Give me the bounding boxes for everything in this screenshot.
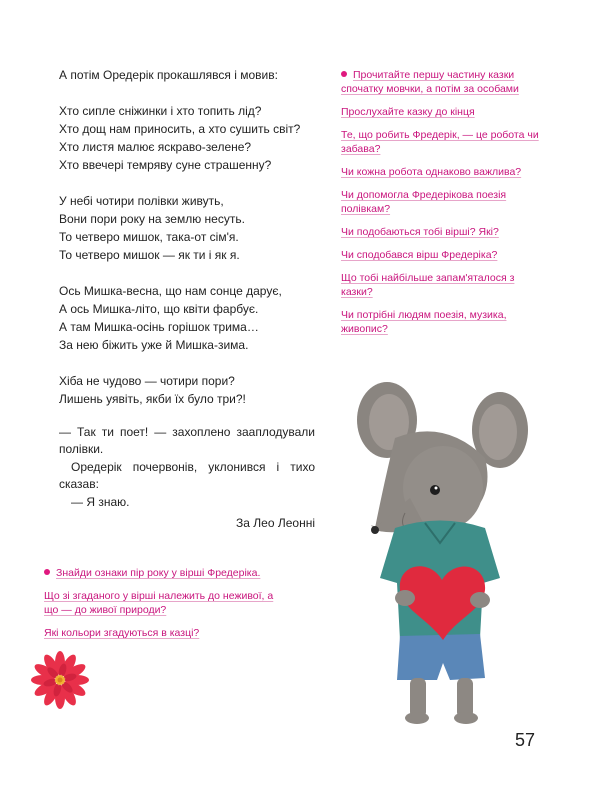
poem-stanza-1 <box>59 102 314 174</box>
question-item: Що тобі найбільше запам'яталося з казки? <box>341 272 515 298</box>
question-item: Чи допомогла Фредерікова поезія полівкам? <box>341 189 507 215</box>
poem-line: То четверо мишок — як ти і як я. <box>59 248 240 262</box>
poem-line: Хто дощ нам приносить, а хто сушить світ? <box>59 122 301 136</box>
poem-stanza-3 <box>59 282 314 354</box>
flower-icon <box>30 650 90 710</box>
poem-line: Ось Мишка-весна, що нам сонце дарує, <box>59 284 282 298</box>
prose-paragraph: — Так ти поет! — захоплено зааплодували полівки. <box>59 425 315 456</box>
question-item: Чи потрібні людям поезія, музика, живопис? <box>341 309 507 335</box>
poem-line: У небі чотири полівки живуть, <box>59 194 224 208</box>
prose-paragraph: Оредерік почервонів, уклонився і тихо сказав: <box>59 460 315 491</box>
story-ending <box>59 424 315 532</box>
author-credit: За Лео Леонні <box>236 516 315 530</box>
poem-line: Лишень уявіть, якби їх було три?! <box>59 392 246 406</box>
question-item: Які кольори згадуються в казці? <box>44 627 200 639</box>
poem-intro-line: А потім Оредерік прокашлявся і мовив: <box>59 68 278 82</box>
question-item <box>341 68 541 96</box>
questions-left <box>44 566 274 649</box>
poem-intro <box>59 66 314 84</box>
question-item: Чи кожна робота однаково важлива? <box>341 166 522 178</box>
question-item: Чи сподобався вірш Фредеріка? <box>341 249 498 261</box>
poem-line: Хто листя малює яскраво-зелене? <box>59 140 252 154</box>
question-text: Знайди ознаки пір року у вірші Фредеріка. <box>56 567 261 579</box>
page-number: 57 <box>515 730 536 750</box>
poem-line: Хто сипле сніжинки і хто топить лід? <box>59 104 262 118</box>
bullet-icon <box>44 569 50 575</box>
question-item: Прослухайте казку до кінця <box>341 106 475 118</box>
question-item: Те, що робить Фредерік, — це робота чи забава? <box>341 129 539 155</box>
question-item: Чи подобаються тобі вірші? Які? <box>341 226 499 238</box>
question-item <box>44 566 274 580</box>
question-text: Прочитайте першу частину казки спочатку мовчки, а потім за особами <box>341 69 519 95</box>
poem-line: Вони пори року на землю несуть. <box>59 212 245 226</box>
prose-paragraph: — Я знаю. <box>71 495 130 509</box>
bullet-icon <box>341 71 347 77</box>
mouse-illustration <box>355 378 530 733</box>
poem-line: То четверо мишок, така-от сім'я. <box>59 230 239 244</box>
poem-block <box>59 66 314 426</box>
questions-right <box>341 68 541 345</box>
question-item: Що зі згаданого у вірші належить до неживої, а що — до живої природи? <box>44 590 274 616</box>
poem-line: Хіба не чудово — чотири пори? <box>59 374 235 388</box>
poem-line: А там Мишка-осінь горішок трима… <box>59 320 259 334</box>
poem-line: А ось Мишка-літо, що квіти фарбує. <box>59 302 259 316</box>
poem-stanza-4 <box>59 372 314 408</box>
poem-line: За нею біжить уже й Мишка-зима. <box>59 338 249 352</box>
poem-line: Хто ввечері темряву суне страшенну? <box>59 158 272 172</box>
poem-stanza-2 <box>59 192 314 264</box>
